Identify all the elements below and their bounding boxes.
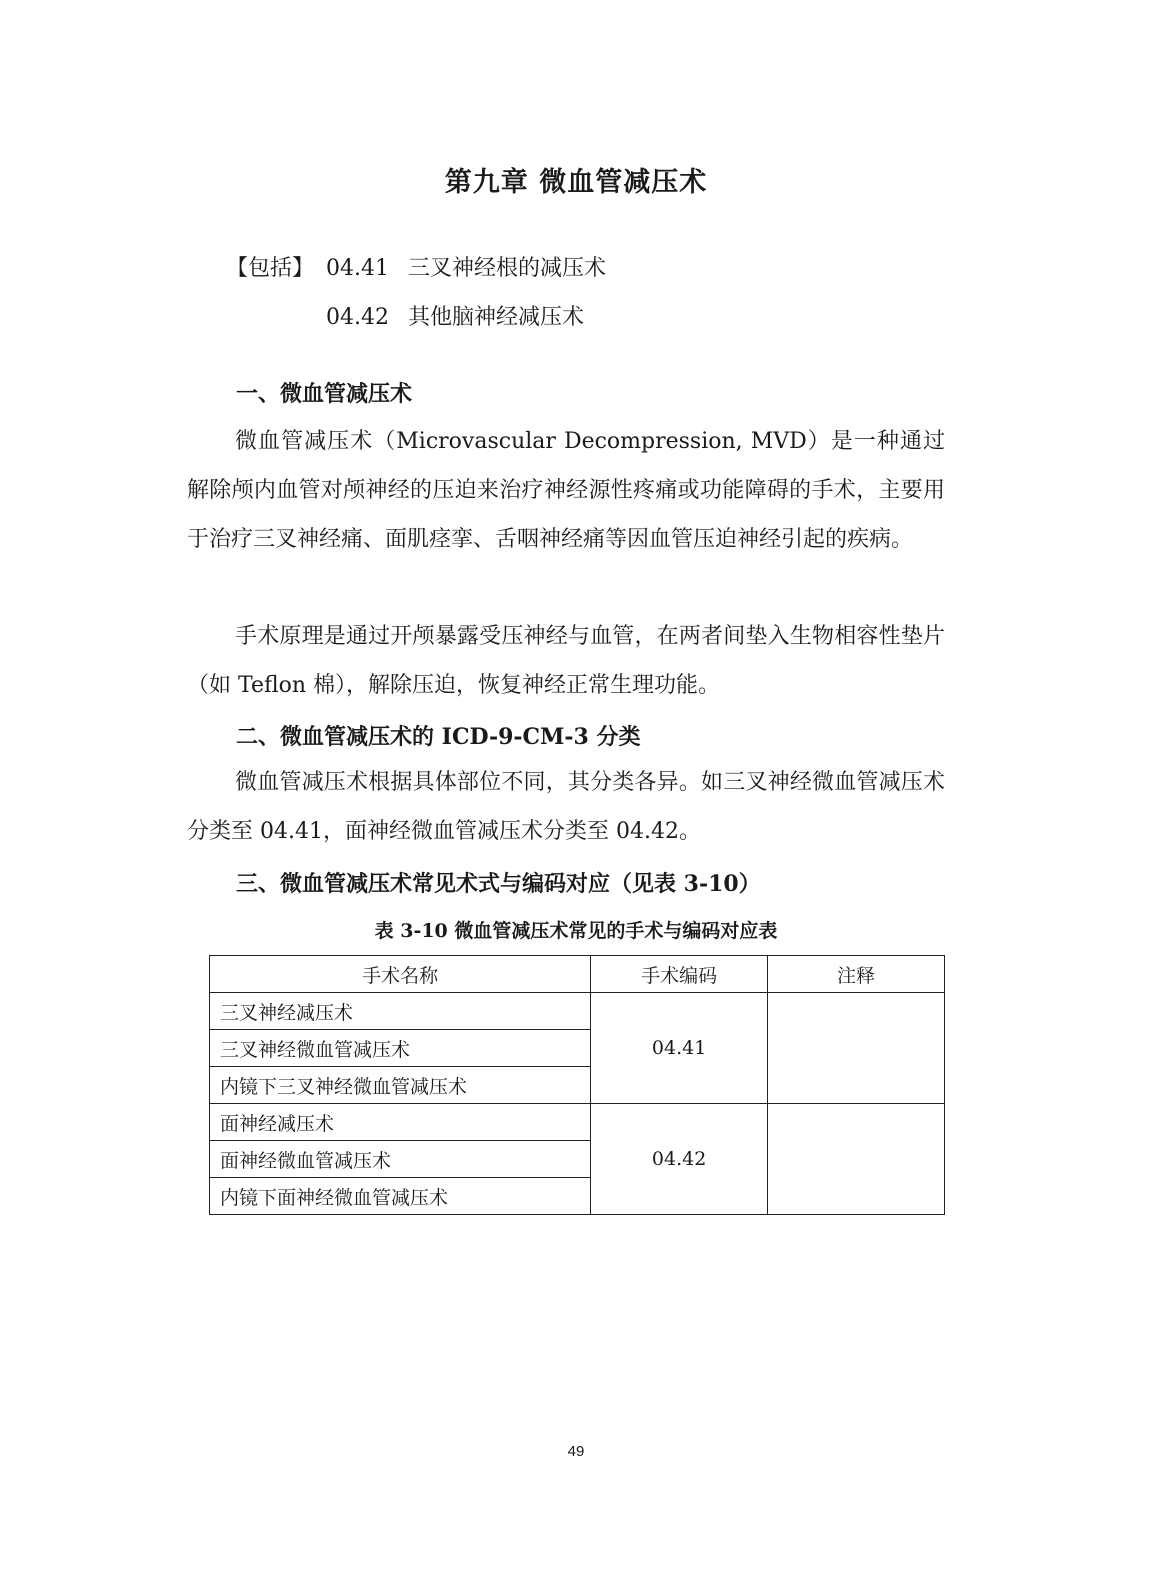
procedure-name-cell: 内镜下三叉神经微血管减压术: [210, 1067, 591, 1104]
procedure-code-cell: 04.42: [591, 1104, 768, 1215]
include-name: 其他脑神经减压术: [408, 305, 585, 330]
table-row: [210, 993, 945, 1030]
include-block: [226, 244, 606, 342]
procedure-name-cell: 面神经微血管减压术: [210, 1141, 591, 1178]
paragraph: 微血管减压术（Microvascular Decompression, MVD）是一种通过解除颅内血管对颅神经的压迫来治疗神经源性疼痛或功能障碍的手术，主要用于治疗三叉神经痛、面肌痉挛、舌咽神经痛等因血管压迫神经引起的疾病。: [187, 429, 945, 552]
column-header: 手术名称: [210, 956, 591, 993]
section-heading: 一、微血管减压术: [236, 381, 413, 407]
note-cell: [768, 1104, 945, 1215]
column-header: 手术编码: [591, 956, 768, 993]
column-header: 注释: [768, 956, 945, 993]
table-row: [210, 1104, 945, 1141]
include-row: [226, 293, 606, 342]
chapter-title: 第九章 微血管减压术: [444, 167, 708, 198]
include-name: 三叉神经根的减压术: [408, 256, 607, 281]
procedure-name-cell: 内镜下面神经微血管减压术: [210, 1178, 591, 1215]
procedure-code-table: [209, 955, 945, 1215]
table-caption: 表 3-10 微血管减压术常见的手术与编码对应表: [374, 920, 778, 942]
table-header-row: [210, 956, 945, 993]
procedure-name-cell: 三叉神经微血管减压术: [210, 1030, 591, 1067]
paragraph: 手术原理是通过开颅暴露受压神经与血管，在两者间垫入生物相容性垫片（如 Teflon 棉），解除压迫，恢复神经正常生理功能。: [187, 624, 945, 698]
procedure-name-cell: 三叉神经减压术: [210, 993, 591, 1030]
include-label: 【包括】: [226, 256, 315, 281]
section-heading: 三、微血管减压术常见术式与编码对应（见表 3-10）: [236, 871, 761, 897]
include-code: 04.42: [326, 305, 389, 330]
procedure-code-cell: 04.41: [591, 993, 768, 1104]
include-code: 04.41: [326, 256, 389, 281]
include-row: [226, 244, 606, 293]
note-cell: [768, 993, 945, 1104]
procedure-name-cell: 面神经减压术: [210, 1104, 591, 1141]
section-heading: 二、微血管减压术的 ICD-9-CM-3 分类: [236, 724, 641, 750]
paragraph: 微血管减压术根据具体部位不同，其分类各异。如三叉神经微血管减压术分类至 04.41，面神经微血管减压术分类至 04.42。: [187, 770, 945, 844]
page-number: 49: [567, 1443, 585, 1460]
